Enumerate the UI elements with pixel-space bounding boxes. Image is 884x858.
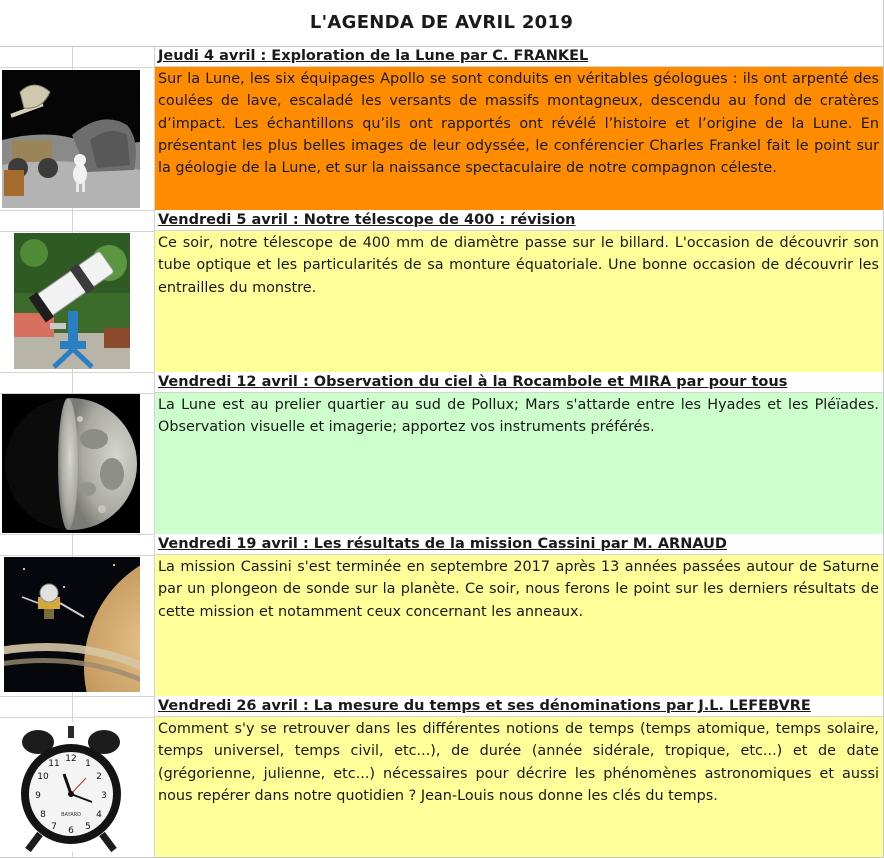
grid-line	[0, 67, 154, 68]
grid-line	[0, 534, 154, 535]
grid-line	[0, 231, 154, 232]
grid-line	[0, 696, 154, 697]
event-description: La Lune est au prelier quartier au sud de Pollux; Mars s'attarde entre les Hyades et les Pléïades. Observation visuelle et imagerie; apportez vos instruments préférés.	[155, 393, 883, 534]
svg-text:12: 12	[65, 754, 77, 764]
cassini-saturn-image	[4, 557, 140, 692]
svg-text:1: 1	[85, 759, 91, 769]
svg-text:11: 11	[48, 759, 60, 769]
event-heading: Jeudi 4 avril : Exploration de la Lune par C. FRANKEL	[155, 46, 883, 67]
svg-text:6: 6	[68, 826, 74, 836]
svg-text:7: 7	[51, 822, 57, 832]
event-description: Sur la Lune, les six équipages Apollo se sont conduits en véritables géologues : ils ont arpenté des coulées de lave, escaladé les versants de massifs montagneux, descendu au fond de cratères d’impact. Les échantillons qu’ils ont rapportés ont révélé l’histoire et l’origine de la Lune. En présentant les plus belles images de leur odyssée, le conférencier Charles Frankel fait le point sur la géologie de la Lune, et sur la naissance spectaculaire de notre compagnon céleste.	[155, 67, 883, 210]
svg-text:9: 9	[35, 791, 41, 801]
event-heading: Vendredi 26 avril : La mesure du temps et ses dénominations par J.L. LEFEBVRE	[155, 696, 883, 717]
alarm-clock-image	[16, 722, 126, 852]
clock-brand: BAYARD	[61, 812, 81, 818]
svg-text:10: 10	[37, 772, 49, 782]
event-heading: Vendredi 5 avril : Notre télescope de 400 : révision	[155, 210, 883, 231]
grid-line	[0, 555, 154, 556]
event-description: Ce soir, notre télescope de 400 mm de diamètre passe sur le billard. L'occasion de découvrir son tube optique et les particularités de sa monture équatoriale. Une bonne occasion de découvrir les entrailles du monstre.	[155, 231, 883, 372]
event-heading: Vendredi 12 avril : Observation du ciel à la Rocambole et MIRA par pour tous	[155, 372, 883, 393]
grid-line	[0, 210, 154, 211]
event-heading: Vendredi 19 avril : Les résultats de la mission Cassini par M. ARNAUD	[155, 534, 883, 555]
svg-text:2: 2	[96, 772, 102, 782]
apollo-astronaut-photo	[2, 70, 140, 208]
svg-text:4: 4	[96, 810, 102, 820]
svg-text:5: 5	[85, 822, 91, 832]
svg-text:3: 3	[101, 791, 107, 801]
svg-text:8: 8	[40, 810, 46, 820]
grid-line	[0, 717, 154, 718]
page-title: L'AGENDA DE AVRIL 2019	[0, 0, 883, 47]
grid-line	[0, 372, 154, 373]
event-description: Comment s'y se retrouver dans les différentes notions de temps (temps atomique, temps solaire, temps universel, temps civil, etc...), de durée (année sidérale, tropique, etc...) et de date (grégorienne, julienne, etc...) nécessaires pour décrire les phénomènes astronomiques et aussi nous repérer dans notre quotidien ? Jean-Louis nous donne les clés du temps.	[155, 717, 883, 857]
event-description: La mission Cassini s'est terminée en septembre 2017 après 13 années passées autour de Saturne par un plongeon de sonde sur la planète. Ce soir, nous ferons le point sur les derniers résultats de cette mission et notamment ceux concernant les anneaux.	[155, 555, 883, 696]
telescope-photo	[14, 233, 130, 369]
moon-photo	[2, 394, 140, 533]
